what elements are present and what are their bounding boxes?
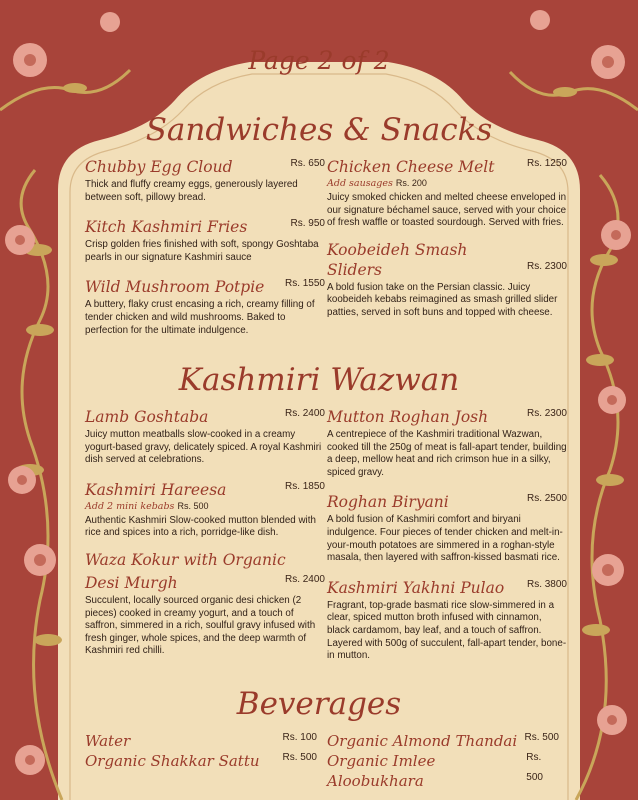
beverage-price: Rs. 100 [282,732,317,743]
item-name: Wild Mushroom Potpie [85,278,265,297]
addon-label: Add 2 mini kebabs [85,500,175,512]
item-price: Rs. 2300 [526,408,567,419]
menu-item [85,214,325,264]
item-price: Rs. 650 [290,158,325,169]
item-description: A bold fusion of Kashmiri comfort and biryani indulgence. Four pieces of tender chicken and melt-in-your-mouth potatoes are simmered in a roghan-style masala, then layered with saffron-kissed basmati rice. [327,514,563,564]
item-addon [327,177,567,190]
item-description: Authentic Kashmiri Slow-cooked mutton blended with rice and spices into a rich, porridge-like dish. [85,514,316,539]
item-name: Desi Murgh [85,573,178,592]
item-name: Roghan Biryani [327,493,449,512]
beverage-name: Organic Shakkar Sattu [85,752,260,770]
wazwan-right-column [327,404,567,673]
addon-label: Add sausages [327,178,393,189]
item-name: Kashmiri Yakhni Pulao [327,578,505,597]
addon-price: Rs. 500 [177,500,209,511]
item-price: Rs. 1250 [526,158,567,169]
menu-item [327,404,567,479]
wazwan-left-column [85,404,325,668]
page-number: Page 2 of 2 [248,46,390,75]
item-name: Lamb Goshtaba [85,408,209,426]
menu-item [327,240,567,320]
item-price: Rs. 1550 [284,278,325,290]
item-description: A buttery, flaky crust encasing a rich, creamy filling of tender chicken and wild mushrooms. Baked to perfection for the ultimate indulgence. [85,299,315,336]
section-title-wazwan: Kashmiri Wazwan [178,362,460,398]
beverage-name: Organic Almond Thandai [327,732,518,750]
item-name-line1: Waza Kokur with Organic [85,550,286,569]
sandwiches-left-column [85,154,325,347]
item-name: Chubby Egg Cloud [85,158,233,176]
item-description: Succulent, locally sourced organic desi chicken (2 pieces) cooked in creamy yogurt, and a touch of saffron, simmered in a rich, soulful gravy infused with fresh ginger, whole spices, and the deep warmth of Kashmiri red chilli. [85,594,316,657]
section-title-sandwiches: Sandwiches & Snacks [145,112,493,148]
item-price: Rs. 3800 [526,578,567,590]
beverage-item [327,748,559,791]
beverage-price: Rs. 500 [524,732,559,743]
item-description: Crisp golden fries finished with soft, spongy Goshtaba pearls in our signature Kashmiri sauce [85,239,319,263]
menu-item [85,477,325,540]
menu-item [85,550,325,658]
menu-item [327,489,567,564]
beverage-item [85,748,317,771]
menu-item [327,575,567,663]
item-name: Kitch Kashmiri Fries [85,218,248,237]
beverage-name: Water [85,732,131,750]
item-description: Fragrant, top-grade basmati rice slow-simmered in a clear, spiced mutton broth infused with cinnamon, black cardamom, bay leaf, and a touch of saffron. Layered with 500g of succulent, fall-apart tender, bone-in mutton. [327,599,567,662]
menu-item [85,154,325,204]
item-price: Rs. 1850 [284,480,325,492]
item-name: Kashmiri Hareesa [85,480,227,499]
beverage-name: Organic Imlee Aloobukhara [327,752,436,790]
item-description: Thick and fluffy creamy eggs, generously layered between soft, pillowy bread. [85,179,298,203]
item-name: Chicken Cheese Melt [327,158,495,176]
menu-item [85,404,325,467]
addon-price: Rs. 200 [395,178,427,188]
item-description: Juicy mutton meatballs slow-cooked in a creamy yogurt-based gravy, delicately spiced. A royal Kashmiri dish served at celebrations. [85,429,322,466]
item-description: A bold fusion take on the Persian classic. Juicy koobeideh kebabs reimagined as smash grilled slider patties, served in soft buns and topped with cheese. [327,281,558,318]
menu-item [327,154,567,230]
item-name: Mutton Roghan Josh [327,408,489,426]
item-price: Rs. 2300 [526,260,567,272]
beverage-price: Rs. 500 [526,752,543,783]
item-price: Rs. 950 [290,218,325,230]
item-price: Rs. 2500 [526,493,567,505]
menu-item [85,274,325,337]
item-price: Rs. 2400 [284,408,325,419]
item-name: Koobeideh Smash Sliders [327,240,468,279]
beverage-price: Rs. 500 [282,752,317,763]
sandwiches-right-column [327,154,567,330]
item-description: A centrepiece of the Kashmiri traditional Wazwan, cooked till the 250g of meat is fall-apart tender, building a deep, mellow heat and rich crimson hue in a silky, spiced gravy. [327,429,567,478]
section-title-beverages: Beverages [236,686,402,722]
item-addon [85,500,325,513]
item-price: Rs. 2400 [284,573,325,585]
item-description: Juicy smoked chicken and melted cheese enveloped in our signature béchamel sauce, served with your choice of fresh waffle or toasted sourdough. Served with fries. [327,192,567,229]
